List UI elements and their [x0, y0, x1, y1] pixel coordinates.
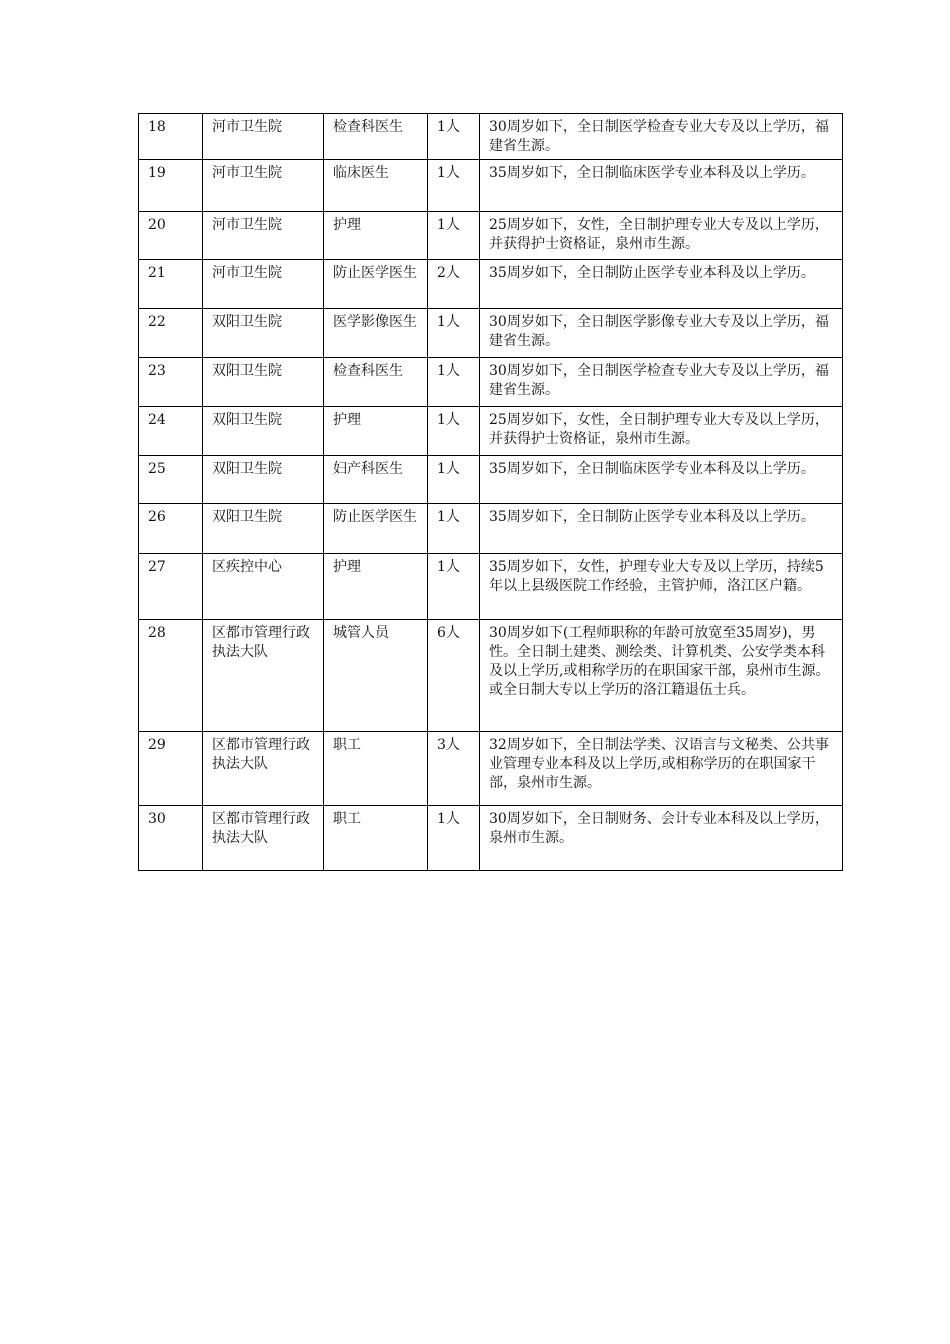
position-name: 护理	[324, 212, 428, 260]
headcount: 2人	[428, 260, 480, 309]
position-name: 防止医学医生	[324, 504, 428, 554]
headcount: 1人	[428, 358, 480, 407]
table-row	[139, 212, 843, 260]
position-name: 妇产科医生	[324, 456, 428, 504]
position-name: 职工	[324, 806, 428, 871]
position-name: 职工	[324, 732, 428, 806]
row-number: 21	[139, 260, 203, 309]
headcount: 1人	[428, 114, 480, 160]
table-row	[139, 160, 843, 212]
unit-name: 河市卫生院	[203, 160, 324, 212]
table-row	[139, 504, 843, 554]
table-row	[139, 358, 843, 407]
recruitment-table	[138, 113, 843, 871]
requirements: 35周岁如下，全日制防止医学专业本科及以上学历。	[480, 260, 843, 309]
headcount: 1人	[428, 554, 480, 620]
requirements: 30周岁如下，全日制医学检查专业大专及以上学历，福建省生源。	[480, 114, 843, 160]
table-row	[139, 456, 843, 504]
row-number: 22	[139, 309, 203, 358]
table-row	[139, 554, 843, 620]
unit-name: 河市卫生院	[203, 114, 324, 160]
headcount: 1人	[428, 504, 480, 554]
unit-name: 区都市管理行政执法大队	[203, 732, 324, 806]
unit-name: 双阳卫生院	[203, 358, 324, 407]
table-row	[139, 114, 843, 160]
headcount: 1人	[428, 212, 480, 260]
position-name: 检查科医生	[324, 358, 428, 407]
table-row	[139, 407, 843, 456]
row-number: 27	[139, 554, 203, 620]
requirements: 30周岁如下(工程师职称的年龄可放宽至35周岁)，男性。全日制土建类、测绘类、计算机类、公安学类本科及以上学历,或相称学历的在职国家干部，泉州市生源。或全日制大专以上学历的洛江籍退伍士兵。	[480, 620, 843, 732]
headcount: 1人	[428, 456, 480, 504]
headcount: 1人	[428, 160, 480, 212]
position-name: 医学影像医生	[324, 309, 428, 358]
requirements: 25周岁如下，女性，全日制护理专业大专及以上学历，并获得护士资格证，泉州市生源。	[480, 407, 843, 456]
headcount: 1人	[428, 309, 480, 358]
row-number: 25	[139, 456, 203, 504]
unit-name: 双阳卫生院	[203, 309, 324, 358]
headcount: 1人	[428, 407, 480, 456]
row-number: 19	[139, 160, 203, 212]
unit-name: 区疾控中心	[203, 554, 324, 620]
position-name: 护理	[324, 554, 428, 620]
table-row	[139, 309, 843, 358]
row-number: 28	[139, 620, 203, 732]
row-number: 26	[139, 504, 203, 554]
position-name: 临床医生	[324, 160, 428, 212]
unit-name: 区都市管理行政执法大队	[203, 806, 324, 871]
position-name: 城管人员	[324, 620, 428, 732]
table-row	[139, 732, 843, 806]
table-row	[139, 806, 843, 871]
unit-name: 河市卫生院	[203, 260, 324, 309]
row-number: 18	[139, 114, 203, 160]
position-name: 护理	[324, 407, 428, 456]
unit-name: 双阳卫生院	[203, 504, 324, 554]
table-row	[139, 620, 843, 732]
requirements: 25周岁如下，女性，全日制护理专业大专及以上学历，并获得护士资格证，泉州市生源。	[480, 212, 843, 260]
requirements: 35周岁如下，女性，护理专业大专及以上学历，持续5年以上县级医院工作经验，主管护师，洛江区户籍。	[480, 554, 843, 620]
requirements: 35周岁如下，全日制临床医学专业本科及以上学历。	[480, 160, 843, 212]
requirements: 30周岁如下，全日制医学影像专业大专及以上学历，福建省生源。	[480, 309, 843, 358]
headcount: 6人	[428, 620, 480, 732]
unit-name: 双阳卫生院	[203, 407, 324, 456]
row-number: 24	[139, 407, 203, 456]
unit-name: 双阳卫生院	[203, 456, 324, 504]
unit-name: 区都市管理行政执法大队	[203, 620, 324, 732]
row-number: 30	[139, 806, 203, 871]
headcount: 3人	[428, 732, 480, 806]
requirements: 32周岁如下，全日制法学类、汉语言与文秘类、公共事业管理专业本科及以上学历,或相称学历的在职国家干部，泉州市生源。	[480, 732, 843, 806]
position-name: 检查科医生	[324, 114, 428, 160]
headcount: 1人	[428, 806, 480, 871]
row-number: 29	[139, 732, 203, 806]
requirements: 35周岁如下，全日制临床医学专业本科及以上学历。	[480, 456, 843, 504]
row-number: 23	[139, 358, 203, 407]
table-row	[139, 260, 843, 309]
row-number: 20	[139, 212, 203, 260]
unit-name: 河市卫生院	[203, 212, 324, 260]
requirements: 35周岁如下，全日制防止医学专业本科及以上学历。	[480, 504, 843, 554]
position-name: 防止医学医生	[324, 260, 428, 309]
requirements: 30周岁如下，全日制财务、会计专业本科及以上学历，泉州市生源。	[480, 806, 843, 871]
requirements: 30周岁如下，全日制医学检查专业大专及以上学历，福建省生源。	[480, 358, 843, 407]
